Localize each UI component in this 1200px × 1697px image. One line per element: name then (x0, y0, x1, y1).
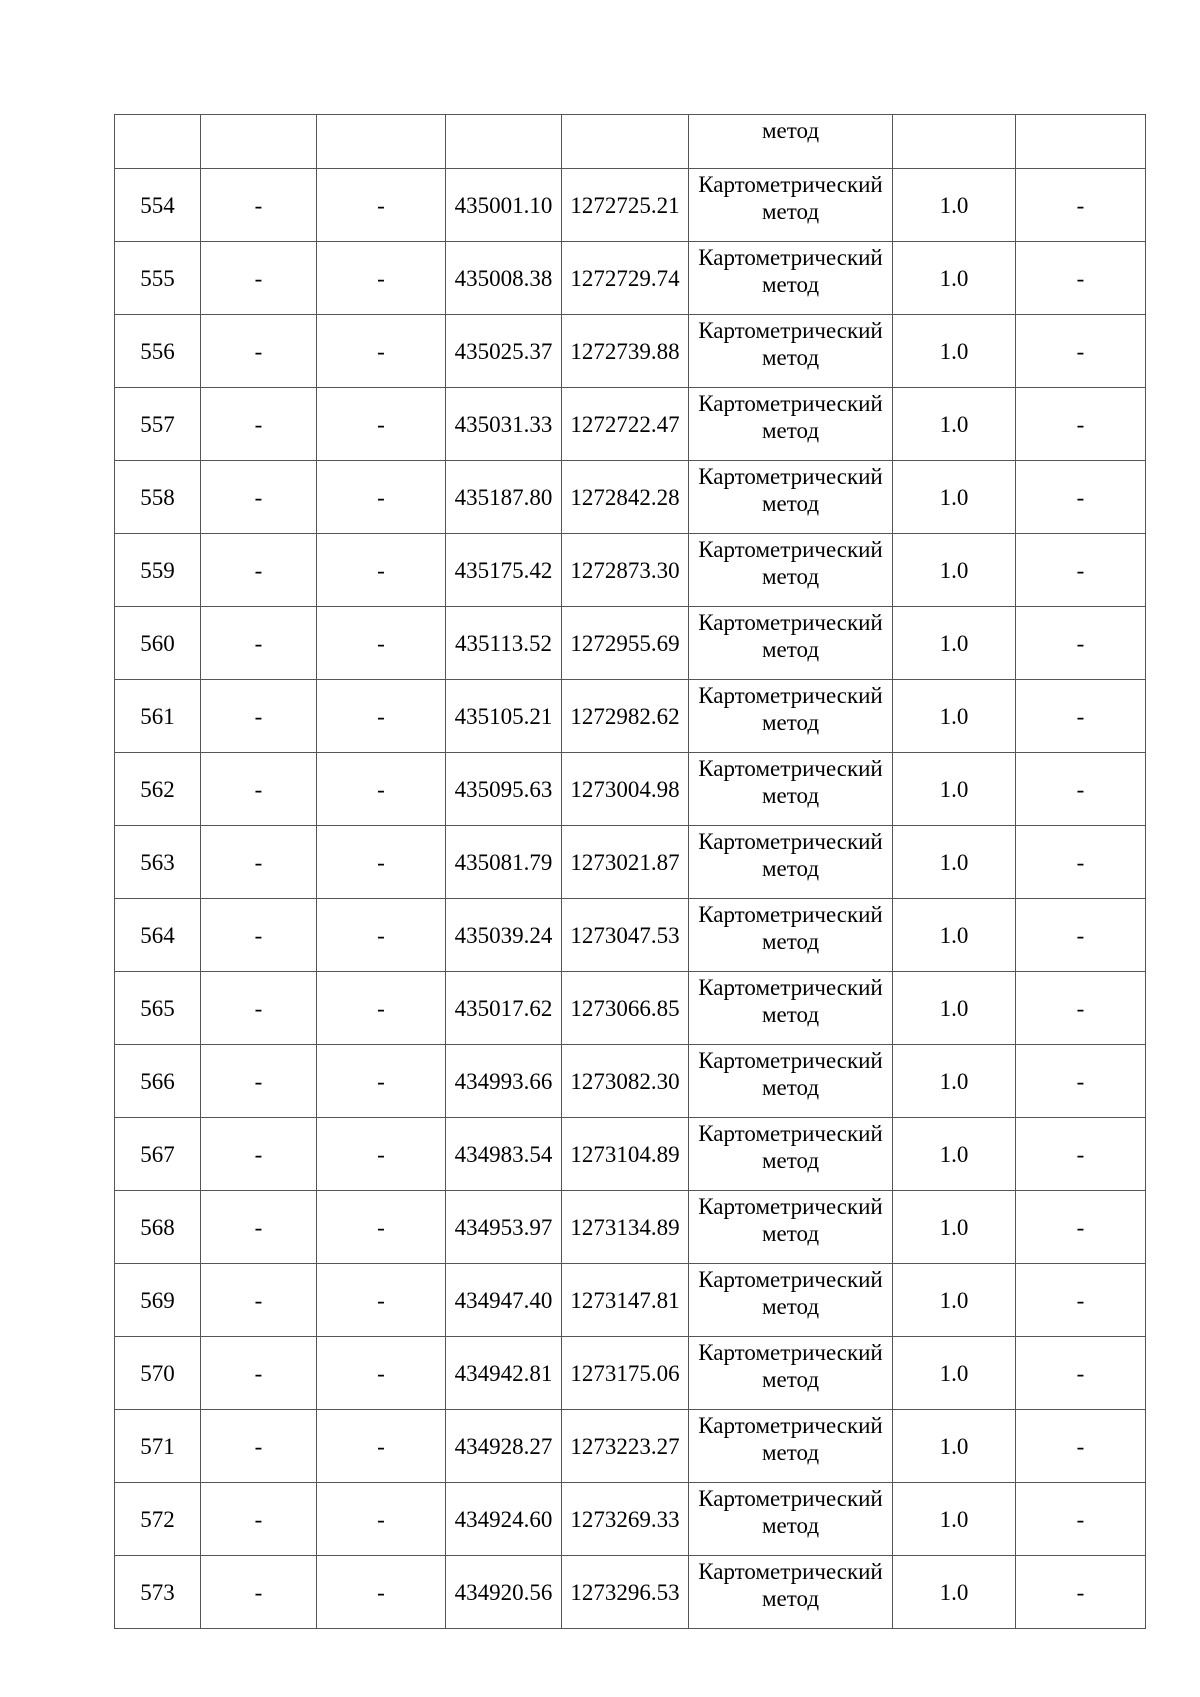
cell-x: 434928.27 (446, 1410, 562, 1483)
method-line-1: Картометрический (698, 610, 883, 635)
cell-method (689, 115, 893, 169)
cell-accuracy: 1.0 (893, 1045, 1016, 1118)
cell-y: 1272842.28 (562, 461, 689, 534)
cell-point-number: 554 (115, 169, 201, 242)
method-line-1: Картометрический (698, 1413, 883, 1438)
cell-col2: - (201, 169, 317, 242)
cell-point-number: 563 (115, 826, 201, 899)
method-line-2: метод (761, 1002, 820, 1027)
cell-method (689, 753, 893, 826)
cell-method (689, 388, 893, 461)
cell-point-number: 568 (115, 1191, 201, 1264)
cell-col8: - (1016, 972, 1146, 1045)
method-line-2: метод (761, 118, 820, 143)
cell-col2: - (201, 1337, 317, 1410)
method-line-2: метод (761, 1367, 820, 1392)
cell-method (689, 1337, 893, 1410)
cell-col8 (1016, 115, 1146, 169)
cell-method (689, 169, 893, 242)
cell-method (689, 1264, 893, 1337)
cell-col8: - (1016, 607, 1146, 680)
cell-x: 435017.62 (446, 972, 562, 1045)
cell-method (689, 899, 893, 972)
cell-accuracy (893, 115, 1016, 169)
cell-point-number: 571 (115, 1410, 201, 1483)
cell-point-number: 556 (115, 315, 201, 388)
cell-col2: - (201, 899, 317, 972)
cell-accuracy: 1.0 (893, 1191, 1016, 1264)
cell-x: 434953.97 (446, 1191, 562, 1264)
cell-col2: - (201, 826, 317, 899)
cell-accuracy: 1.0 (893, 1337, 1016, 1410)
cell-col2: - (201, 315, 317, 388)
cell-col8: - (1016, 1337, 1146, 1410)
cell-col8: - (1016, 826, 1146, 899)
cell-col8: - (1016, 1118, 1146, 1191)
table-row-continuation (115, 115, 1146, 169)
cell-accuracy: 1.0 (893, 753, 1016, 826)
method-line-1: Картометрический (698, 318, 883, 343)
cell-point-number: 573 (115, 1556, 201, 1629)
table-row (115, 388, 1146, 461)
cell-y: 1273223.27 (562, 1410, 689, 1483)
cell-y: 1273021.87 (562, 826, 689, 899)
cell-x: 434947.40 (446, 1264, 562, 1337)
cell-point-number: 561 (115, 680, 201, 753)
cell-col3: - (317, 315, 446, 388)
method-line-2: метод (761, 491, 820, 516)
cell-y: 1272722.47 (562, 388, 689, 461)
cell-y: 1273082.30 (562, 1045, 689, 1118)
cell-x: 434924.60 (446, 1483, 562, 1556)
cell-col3: - (317, 1556, 446, 1629)
cell-accuracy: 1.0 (893, 242, 1016, 315)
cell-y: 1272982.62 (562, 680, 689, 753)
cell-col2: - (201, 242, 317, 315)
cell-col3: - (317, 972, 446, 1045)
cell-y: 1273134.89 (562, 1191, 689, 1264)
cell-col2: - (201, 1483, 317, 1556)
cell-point-number: 566 (115, 1045, 201, 1118)
cell-col3: - (317, 1483, 446, 1556)
cell-x: 434942.81 (446, 1337, 562, 1410)
cell-point-number: 560 (115, 607, 201, 680)
method-line-2: метод (761, 272, 820, 297)
method-line-2: метод (761, 1075, 820, 1100)
cell-point-number: 555 (115, 242, 201, 315)
method-line-2: метод (761, 637, 820, 662)
method-line-2: метод (761, 856, 820, 881)
cell-x: 435095.63 (446, 753, 562, 826)
method-line-1: Картометрический (698, 1267, 883, 1292)
cell-accuracy: 1.0 (893, 461, 1016, 534)
cell-point-number: 565 (115, 972, 201, 1045)
cell-accuracy: 1.0 (893, 388, 1016, 461)
cell-x (446, 115, 562, 169)
cell-point-number: 562 (115, 753, 201, 826)
cell-col3: - (317, 607, 446, 680)
table-row (115, 826, 1146, 899)
cell-col2: - (201, 534, 317, 607)
cell-x: 434983.54 (446, 1118, 562, 1191)
cell-accuracy: 1.0 (893, 899, 1016, 972)
cell-accuracy: 1.0 (893, 1483, 1016, 1556)
cell-col2: - (201, 972, 317, 1045)
cell-y: 1273066.85 (562, 972, 689, 1045)
cell-point-number: 564 (115, 899, 201, 972)
table-row (115, 1556, 1146, 1629)
cell-method (689, 972, 893, 1045)
table-row (115, 1337, 1146, 1410)
cell-col8: - (1016, 534, 1146, 607)
cell-accuracy: 1.0 (893, 534, 1016, 607)
cell-x: 434920.56 (446, 1556, 562, 1629)
cell-x: 435187.80 (446, 461, 562, 534)
cell-y: 1272873.30 (562, 534, 689, 607)
cell-x: 435008.38 (446, 242, 562, 315)
cell-col3: - (317, 1337, 446, 1410)
method-line-2: метод (761, 564, 820, 589)
method-line-2: метод (761, 783, 820, 808)
method-line-1: Картометрический (698, 537, 883, 562)
method-line-2: метод (761, 1513, 820, 1538)
table-row (115, 461, 1146, 534)
method-line-1: Картометрический (698, 464, 883, 489)
cell-point-number: 559 (115, 534, 201, 607)
cell-method (689, 1045, 893, 1118)
cell-point-number (115, 115, 201, 169)
cell-y: 1272955.69 (562, 607, 689, 680)
cell-col3: - (317, 461, 446, 534)
cell-col2: - (201, 1045, 317, 1118)
method-line-1: Картометрический (698, 1194, 883, 1219)
table-row (115, 242, 1146, 315)
cell-y: 1272729.74 (562, 242, 689, 315)
method-line-2: метод (761, 1586, 820, 1611)
cell-x: 435113.52 (446, 607, 562, 680)
table-row (115, 1410, 1146, 1483)
method-line-1: Картометрический (698, 1121, 883, 1146)
method-line-1: Картометрический (698, 975, 883, 1000)
table-row (115, 1483, 1146, 1556)
method-line-1: Картометрический (698, 391, 883, 416)
cell-y: 1273147.81 (562, 1264, 689, 1337)
cell-accuracy: 1.0 (893, 315, 1016, 388)
table-row (115, 1191, 1146, 1264)
cell-col8: - (1016, 899, 1146, 972)
method-line-1: Картометрический (698, 902, 883, 927)
cell-col8: - (1016, 461, 1146, 534)
table-row (115, 680, 1146, 753)
method-line-2: метод (761, 199, 820, 224)
cell-accuracy: 1.0 (893, 826, 1016, 899)
cell-y: 1273004.98 (562, 753, 689, 826)
cell-col8: - (1016, 242, 1146, 315)
cell-col3: - (317, 680, 446, 753)
method-line-2: метод (761, 929, 820, 954)
cell-method (689, 826, 893, 899)
cell-x: 434993.66 (446, 1045, 562, 1118)
table-row (115, 1264, 1146, 1337)
cell-method (689, 315, 893, 388)
coordinates-table (114, 114, 1146, 1629)
cell-col3: - (317, 1191, 446, 1264)
cell-y: 1273269.33 (562, 1483, 689, 1556)
cell-col2: - (201, 461, 317, 534)
table-row (115, 899, 1146, 972)
table-row (115, 169, 1146, 242)
method-line-1: Картометрический (698, 829, 883, 854)
cell-accuracy: 1.0 (893, 972, 1016, 1045)
cell-accuracy: 1.0 (893, 169, 1016, 242)
cell-y: 1273175.06 (562, 1337, 689, 1410)
cell-col2: - (201, 1264, 317, 1337)
method-line-2: метод (761, 345, 820, 370)
method-line-1: Картометрический (698, 1486, 883, 1511)
cell-col3: - (317, 169, 446, 242)
method-line-2: метод (761, 418, 820, 443)
cell-col8: - (1016, 1556, 1146, 1629)
cell-col2: - (201, 1410, 317, 1483)
cell-x: 435031.33 (446, 388, 562, 461)
cell-col2: - (201, 680, 317, 753)
table-row (115, 972, 1146, 1045)
cell-col8: - (1016, 1264, 1146, 1337)
cell-col8: - (1016, 1045, 1146, 1118)
cell-method (689, 1483, 893, 1556)
cell-col8: - (1016, 169, 1146, 242)
table-row (115, 315, 1146, 388)
method-line-1: Картометрический (698, 172, 883, 197)
cell-x: 435175.42 (446, 534, 562, 607)
cell-method (689, 1191, 893, 1264)
cell-accuracy: 1.0 (893, 1118, 1016, 1191)
table-row (115, 607, 1146, 680)
cell-col3: - (317, 826, 446, 899)
cell-y: 1272739.88 (562, 315, 689, 388)
cell-point-number: 558 (115, 461, 201, 534)
cell-method (689, 1118, 893, 1191)
method-line-1: Картометрический (698, 756, 883, 781)
cell-method (689, 1556, 893, 1629)
table-row (115, 1118, 1146, 1191)
cell-col2: - (201, 388, 317, 461)
cell-col8: - (1016, 315, 1146, 388)
cell-accuracy: 1.0 (893, 1410, 1016, 1483)
cell-method (689, 534, 893, 607)
cell-point-number: 569 (115, 1264, 201, 1337)
cell-accuracy: 1.0 (893, 680, 1016, 753)
cell-y: 1272725.21 (562, 169, 689, 242)
cell-col8: - (1016, 1483, 1146, 1556)
cell-point-number: 557 (115, 388, 201, 461)
method-line-2: метод (761, 1221, 820, 1246)
cell-accuracy: 1.0 (893, 1264, 1016, 1337)
cell-x: 435105.21 (446, 680, 562, 753)
cell-col3: - (317, 534, 446, 607)
cell-col2: - (201, 1556, 317, 1629)
cell-y: 1273047.53 (562, 899, 689, 972)
cell-method (689, 607, 893, 680)
cell-col3: - (317, 899, 446, 972)
cell-col3 (317, 115, 446, 169)
cell-x: 435039.24 (446, 899, 562, 972)
cell-method (689, 242, 893, 315)
cell-accuracy: 1.0 (893, 1556, 1016, 1629)
method-line-2: метод (761, 1294, 820, 1319)
cell-point-number: 570 (115, 1337, 201, 1410)
cell-col3: - (317, 1118, 446, 1191)
method-line-2: метод (761, 710, 820, 735)
cell-y: 1273104.89 (562, 1118, 689, 1191)
cell-method (689, 461, 893, 534)
cell-x: 435001.10 (446, 169, 562, 242)
cell-x: 435081.79 (446, 826, 562, 899)
cell-col2: - (201, 1191, 317, 1264)
cell-x: 435025.37 (446, 315, 562, 388)
cell-method (689, 1410, 893, 1483)
cell-col3: - (317, 1045, 446, 1118)
table-row (115, 1045, 1146, 1118)
cell-col3: - (317, 388, 446, 461)
cell-col2: - (201, 753, 317, 826)
cell-col8: - (1016, 388, 1146, 461)
table-row (115, 534, 1146, 607)
cell-col8: - (1016, 1410, 1146, 1483)
cell-col2 (201, 115, 317, 169)
method-line-1: Картометрический (698, 245, 883, 270)
cell-col8: - (1016, 680, 1146, 753)
cell-col8: - (1016, 1191, 1146, 1264)
method-line-1: Картометрический (698, 1559, 883, 1584)
cell-point-number: 572 (115, 1483, 201, 1556)
cell-point-number: 567 (115, 1118, 201, 1191)
cell-col3: - (317, 753, 446, 826)
cell-col8: - (1016, 753, 1146, 826)
cell-col2: - (201, 1118, 317, 1191)
method-line-1: Картометрический (698, 1048, 883, 1073)
cell-col3: - (317, 242, 446, 315)
cell-col3: - (317, 1410, 446, 1483)
table-body (115, 115, 1146, 1629)
cell-col3: - (317, 1264, 446, 1337)
table-row (115, 753, 1146, 826)
cell-accuracy: 1.0 (893, 607, 1016, 680)
cell-col2: - (201, 607, 317, 680)
cell-y: 1273296.53 (562, 1556, 689, 1629)
method-line-2: метод (761, 1148, 820, 1173)
cell-y (562, 115, 689, 169)
method-line-1: Картометрический (698, 683, 883, 708)
method-line-2: метод (761, 1440, 820, 1465)
cell-method (689, 680, 893, 753)
method-line-1: Картометрический (698, 1340, 883, 1365)
